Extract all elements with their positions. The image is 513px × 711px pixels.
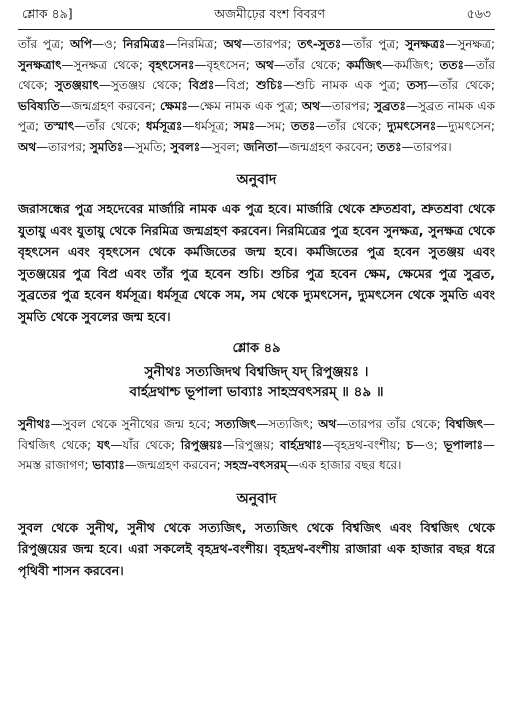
gloss-meaning: —তারপর তাঁর থেকে; <box>336 417 446 431</box>
gloss-term: সুতঞ্জয়াৎ <box>54 78 99 92</box>
verse-line-1: সুনীথঃ সত্যজিদথ বিশ্বজিদ্ যদ্ রিপুঞ্জয়ঃ । <box>144 364 369 380</box>
verse-line-2: বার্হদ্রথাশ্চ ভূপালা ভাব্যাঃ সাহস্রবৎসরম্ ॥ ৪৯ ॥ <box>129 384 384 400</box>
header-verse-ref: শ্লোক ৪৯] <box>22 6 73 21</box>
gloss-term: কর্মজিৎ <box>346 57 383 72</box>
gloss-term: নিরমিত্রঃ <box>122 37 166 51</box>
gloss-term: সুনীথঃ <box>18 417 51 431</box>
gloss-meaning: —সুনক্ষত্র থেকে; <box>61 57 149 72</box>
gloss-meaning: —ও; <box>92 37 123 51</box>
gloss-term: দ্যুমৎসেনঃ <box>386 119 437 133</box>
word-gloss-49 <box>18 414 495 476</box>
gloss-term: ভবিষ্যতি <box>18 98 60 113</box>
translation-48: জরাসন্ধের পুত্র সহদেবের মার্জারি নামক এক পুত্র হবে। মার্জারি থেকে শ্রুতশ্রবা, শ্রুতশ্রবা থেকে যুতায়ু এবং যুতায়ু থেকে নিরমিত্র জন্মগ্রহণ করবেন। নিরমিত্রের পুত্র হবেন সুনক্ষত্র, সুনক্ষত্র থেকে বৃহৎসেন এবং বৃহৎসেন থেকে কর্মজিতের জন্ম হবে। কর্মজিতের পুত্র হবেন সুতঞ্জয় এবং সুতঞ্জয়ের পুত্র বিপ্র এবং তাঁর পুত্র হবেন শুচি। শুচির পুত্র হবেন ক্ষেম, ক্ষেমের পুত্র সুব্রত, সুব্রতের পুত্র হবেন ধর্মসূত্র। ধর্মসূত্র থেকে সম, সম থেকে দ্যুমৎসেন, দ্যুমৎসেন থেকে সুমতি এবং সুমতি থেকে সুবলের জন্ম হবে। <box>18 201 495 324</box>
gloss-term: সুনক্ষত্রঃ <box>405 37 446 51</box>
gloss-meaning: —তাঁর থেকে; <box>273 57 347 72</box>
gloss-meaning: —সুনক্ষত্র; <box>445 37 495 51</box>
gloss-meaning: —তারপর; <box>36 139 90 154</box>
gloss-meaning: —কর্মজিৎ; <box>382 57 440 72</box>
gloss-meaning: —জন্মগ্রহণ করবেন; <box>59 98 161 113</box>
gloss-term: বিপ্রঃ <box>188 78 215 92</box>
gloss-meaning: —বৃহদ্রথ-বংশীয়; <box>322 437 407 452</box>
gloss-term: তস্মাৎ <box>44 119 75 133</box>
gloss-term: বার্হদ্রথাঃ <box>280 437 323 452</box>
gloss-meaning: —জন্মগ্রহণ করবেন; <box>124 458 225 472</box>
gloss-meaning: —তাঁর থেকে; <box>315 119 387 133</box>
page-header <box>18 6 495 30</box>
translation-heading: অনুবাদ <box>236 490 277 507</box>
gloss-term: চ <box>406 437 413 452</box>
gloss-term: রিপুঞ্জয়ঃ <box>180 437 223 452</box>
gloss-term: সুমতিঃ <box>89 139 124 154</box>
gloss-term: বৃহৎসেনঃ <box>148 57 195 72</box>
gloss-term: ক্ষেমঃ <box>160 98 188 113</box>
gloss-term: ধর্মসূত্রঃ <box>145 119 183 133</box>
gloss-meaning: —এক হাজার বছর ধরে। <box>286 458 402 472</box>
gloss-term: ততঃ <box>290 119 316 133</box>
gloss-term: জনিতা <box>243 139 278 154</box>
gloss-meaning: —তাঁর পুত্র; <box>341 37 406 51</box>
gloss-meaning: —সমস্ত রাজাগণ; <box>18 437 495 472</box>
header-page-number: ৫৬৩ <box>466 6 491 21</box>
gloss-meaning: —সুমতি; <box>123 139 171 154</box>
gloss-term: অথ <box>18 139 37 154</box>
gloss-meaning: —শুচি নামক এক পুত্র; <box>282 78 407 92</box>
gloss-meaning: —জন্মগ্রহণ করবেন; <box>277 139 378 154</box>
gloss-meaning: —তাঁর থেকে; <box>18 57 496 92</box>
gloss-meaning: —সুবল; <box>200 139 244 154</box>
gloss-term: তস্য <box>406 78 428 92</box>
gloss-meaning: —সুব্রত নামক এক পুত্র; <box>18 98 495 133</box>
gloss-meaning: —সুতঞ্জয় থেকে; <box>98 78 189 92</box>
gloss-term: সুবলঃ <box>170 139 201 154</box>
gloss-term: সুব্রতঃ <box>374 98 406 113</box>
gloss-meaning: —যাঁর থেকে; <box>110 437 181 452</box>
gloss-meaning: —তারপর; <box>241 37 298 51</box>
gloss-meaning: —তাঁর থেকে; <box>427 78 495 92</box>
gloss-term: অথ <box>223 37 242 51</box>
gloss-meaning: —তারপর; <box>320 98 375 113</box>
gloss-term: সত্যজিৎ <box>215 417 257 431</box>
gloss-term: অথ <box>301 98 321 113</box>
gloss-meaning: —রিপুঞ্জয়; <box>222 437 281 452</box>
translation-heading: অনুবাদ <box>236 172 277 188</box>
translation-49: সুবল থেকে সুনীথ, সুনীথ থেকে সত্যজিৎ, সত্যজিৎ থেকে বিশ্বজিৎ এবং বিশ্বজিৎ থেকে রিপুঞ্জয়ের জন্ম হবে। এরা সকলেই বৃহদ্রথ-বংশীয়। বৃহদ্রথ-বংশীয় রাজারা এক হাজার বছর ধরে পৃথিবী শাসন করবেন। <box>18 519 495 578</box>
gloss-meaning: —সুবল থেকে সুনীথের জন্ম হবে; <box>50 417 216 431</box>
gloss-term: অথ <box>318 417 337 431</box>
gloss-term: বিশ্বজিৎ <box>445 417 483 431</box>
word-gloss-48 <box>18 34 495 157</box>
gloss-term: ভূপালাঃ <box>443 437 483 452</box>
gloss-term: অথ <box>255 57 274 72</box>
gloss-meaning: —সম; <box>254 119 291 133</box>
gloss-term: সুনক্ষত্রাৎ <box>18 57 62 72</box>
gloss-meaning: —বিপ্র; <box>214 78 257 92</box>
gloss-term: শুচিঃ <box>256 78 283 92</box>
gloss-meaning: —বৃহৎসেন; <box>194 57 256 72</box>
gloss-meaning: —তারপর। <box>401 139 452 154</box>
gloss-meaning: তাঁর পুত্র; <box>18 37 71 51</box>
gloss-term: সমঃ <box>233 119 255 133</box>
gloss-term: যৎ <box>97 437 111 452</box>
gloss-meaning: —সত্যজিৎ; <box>256 417 319 431</box>
header-chapter-title: অজমীঢ়ের বংশ বিবরণ <box>214 6 326 21</box>
verse-label: শ্লোক ৪৯ <box>232 341 281 356</box>
gloss-term: তৎ-সুতঃ <box>297 37 342 51</box>
gloss-term: ততঃ <box>439 57 464 72</box>
gloss-meaning: —বিশ্বজিৎ থেকে; <box>18 417 495 452</box>
gloss-meaning: —ও; <box>412 437 444 452</box>
gloss-meaning: —নিরমিত্র; <box>165 37 224 51</box>
gloss-term: অপি <box>70 37 93 51</box>
gloss-meaning: —তাঁর থেকে; <box>74 119 146 133</box>
gloss-term: সহস্র-বৎসরম্ <box>224 458 287 472</box>
gloss-meaning: —ক্ষেম নামক এক পুত্র; <box>187 98 302 113</box>
gloss-term: ততঃ <box>377 139 402 154</box>
gloss-meaning: —ধর্মসূত্র; <box>182 119 234 133</box>
gloss-meaning: —দ্যুমৎসেন; <box>436 119 495 133</box>
gloss-term: ভাব্যাঃ <box>92 458 125 472</box>
